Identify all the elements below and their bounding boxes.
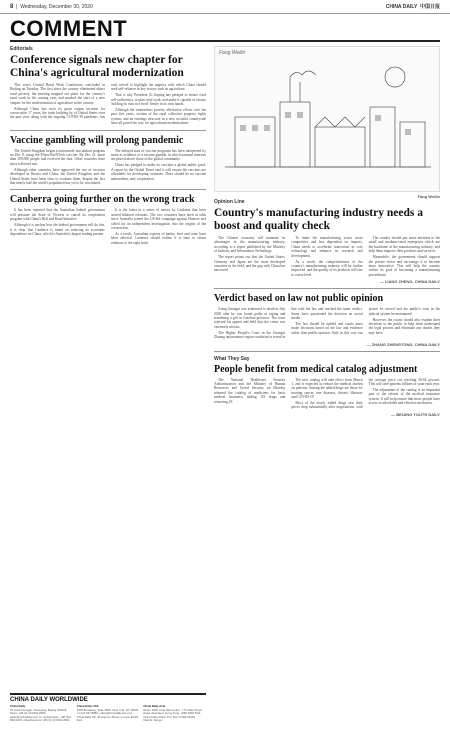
page-number: 8	[10, 3, 14, 10]
editorial-article-1	[10, 54, 206, 126]
paper-name: CHINA DAILY 中国日报	[385, 4, 440, 10]
window-shape	[252, 125, 258, 131]
footer-title: CHINA DAILY WORLDWIDE	[10, 697, 88, 703]
date: Wednesday, December 30, 2020	[20, 3, 93, 10]
page-header-bar	[0, 0, 450, 14]
opinion-headline-1: Country's manufacturing industry needs a boost and quality check	[214, 207, 423, 232]
window-shape	[285, 112, 291, 118]
opinion-headline-2: Verdict based on law not public opinion	[214, 293, 384, 305]
footer-col: China Daily USA 1500 Broadway, Suite 2800, New York, NY 10036. +1 212 537 8888. editor@chinadailyusa.com. China Daily UK: 90 Cannon Street, London EC4N 6HA	[76, 704, 139, 723]
factory-illustration	[215, 47, 440, 192]
opinion-credit-2: — ZHANG ZHENGTONG, CHINA DAILY	[366, 341, 440, 347]
opinion-column	[214, 46, 440, 417]
illustration-credit: Fang Weilin	[219, 50, 246, 56]
opinion-article-1	[214, 207, 440, 284]
editorial-body-1: This year's Central Rural Work Conference concluded in Beijing on Tuesday. The first since the country eliminated abject rural poverty, the meeting mapped out plans for the country's rural work in the coming year, and marked the start of a new chapter for the modernization of agriculture in the country. Although China has seen its grain output increase for consecutive 17 years, the trade bullying by of United States over the past year, along with the ongoing COVID-19 pandemic, has only served to highlight the urgency with which China should seek self-reliance in key sectors such as agriculture. That is why President Xi Jinping has pledged to ensure food self-sufficiency, to plan rural work, and make it capable of always 'holding its own rice bowl' firmly in its own hands. Although the tremendous poverty alleviation efforts over the past five years, victims of the rural collective property rights system, and an earnings structure in a new socialist countryside have all paved the way for agricultural modernization.	[10, 83, 206, 126]
window-shape	[264, 125, 270, 131]
columnist-name: Fang Weilin	[417, 194, 440, 199]
divider	[10, 130, 206, 131]
footer-col: China Daily Asia Room 1818, Hing Wai Centre, 7 Tin Wan Praya Road, Aberdeen, Hong Kong. +852 2518 5111. China Daily Africa: P.O. Box 27281-00100, Nairobi, Kenya	[143, 704, 202, 723]
what-they-say-label: What They Say	[214, 355, 250, 362]
window-shape	[375, 115, 381, 121]
opinion-article-3	[214, 356, 440, 417]
opinion-label: Opinion Line	[214, 199, 245, 205]
editorial-headline-1: Conference signals new chapter for China's agricultural modernization	[10, 54, 184, 79]
section-masthead	[10, 16, 440, 42]
smoke-path	[290, 71, 316, 77]
sun-shape	[385, 67, 405, 87]
opinion-article-2	[214, 293, 440, 346]
opinion-credit-3: — BEIJING YOUTH DAILY	[391, 411, 440, 417]
editorial-article-3	[10, 194, 206, 245]
opinion-credit-1: — LIANG ZHENG, CHINA DAILY	[379, 279, 440, 285]
opinion-headline-3: People benefit from medical catalog adjustment	[214, 363, 418, 375]
building-shape	[370, 107, 395, 167]
editorial-headline-2: Vaccine gambling will prolong pandemic	[10, 134, 184, 146]
opinion-body-1: The Chinese economy will maintain its advantages in the manufacturing industry, according to a report published by the Ministry of Industry and Information Technology. The report points out that the United States, Germany and Japan are the most developed countries in the field, and the gap with China has narrowed. To make the manufacturing sector more competitive and less dependent on imports, China needs to accelerate innovation in core technology and enhance its research and development. As a result, the competitiveness of the country's manufacturing industry will be further improved, and the quality of its products will rise to a new level. The country should pay more attention to the small and medium-sized enterprises which are the backbone of the manufacturing industry, and help them improve their products and services. Meanwhile, the government should support the private sector and encourage it to become more innovative. This will help the country realize its goal of becoming a manufacturing powerhouse.	[214, 236, 440, 277]
footer-columns	[10, 705, 206, 723]
section-title: COMMENT	[10, 16, 128, 41]
opinion-body-3: The National Healthcare Security Administration and the Ministry of Human Resources and Social Security on Monday released the catalog of medicines for basic medical insurance, adding 119 drugs and removing 29. The new catalog will take effect from March 1, and is expected to reduce the medical burden on patients. Among the added drugs are those for treating cancer, rare diseases, chronic illnesses and COVID-19. Most of the newly added drugs saw their prices drop substantially after negotiations, with the average price cut reaching 50.64 percent. This will save patients billions of yuan each year. The adjustment of the catalog is an important part of the reform of the medical insurance system. It will help ensure that more people have access to affordable and effective medicines.	[214, 377, 440, 410]
roof-path	[315, 117, 365, 127]
editorial-body-3: It has been reported that the Australian federal government will pressure the State of Victoria to cancel its cooperation program with China's Belt and Road Initiative. Although it is unclear how the federal government will do this, it is clear that Canberra is intent on reducing its economic dependence on China, which is Australia's largest trading partner. It is the latest in a series of moves by Canberra that have soured bilateral relations. The two countries have been at odds since Australia joined the US-led campaign against Huawei and called for an independent investigation into the origins of the coronavirus. As a result, Australian exports of barley, beef and wine have been affected. Canberra should realize it is time to return relations to the right track.	[10, 208, 206, 245]
editorial-headline-3: Canberra going further on the wrong track	[10, 194, 195, 206]
window-shape	[240, 125, 246, 131]
footer	[10, 693, 206, 743]
editorials-label: Editorials	[10, 46, 33, 52]
opinion-body-2: Xiang Guangxi was sentenced to death in July 2020 after he was found guilty of raping and murdering a girl in Guizhou province. The court rejected his appeal and held that the crime was extremely serious. The Higher People's Court in the Guangxi Zhuang autonomous region conducted a retrial in line with the law and reached the same verdict. Some have questioned the decision on social media. The law should be upheld and courts must make decisions based on the law and evidence rather than public opinion. Only in this way can justice be served and the public's trust in the judicial system be maintained. However, the courts should also explain their decisions to the public to help them understand the legal process and eliminate any doubts they may have.	[214, 307, 440, 340]
footer-col: China Daily 15 Huixin Dongjie, Chaoyang, Beijing 100029. News: +86 (0) 10 6491-8366. editor@chinadaily.com.cn. Subscription: +86 400-699-0203. Advertisement: +86 (0) 10 6491-8631	[10, 704, 72, 723]
window-shape	[297, 112, 303, 118]
illustration	[214, 46, 440, 192]
building-shape	[315, 127, 365, 167]
divider	[214, 288, 440, 289]
building-shape	[400, 122, 425, 167]
paper-chinese-name: 中国日报	[419, 4, 440, 10]
window-shape	[405, 129, 411, 135]
editorial-article-2	[10, 135, 206, 186]
editorial-body-2: The United Kingdom began a nationwide inoculation program on Dec 8, using the Pfizer-BioNTech vaccine. By Dec 21, more than 500,000 people had received the shot. Other countries have since followed suit. Although other countries have approved the use of vaccines developed in Russia and China, the United Kingdom and the United States have been slow to evaluate them, despite the fact that nearly half the world's population has yet to be vaccinated. The delayed start of vaccine programs has been interpreted by some as evidence of a vaccine gamble, in which national interests are placed above those of the global community. China has pledged to make its vaccines a global public good. A report by the Global Times said it will ensure the vaccines are affordable for developing countries. There should be no vaccine nationalism, only cooperation.	[10, 148, 206, 185]
divider	[10, 189, 206, 190]
page-info: 8 | Wednesday, December 30, 2020	[10, 3, 93, 10]
building-shape	[280, 102, 310, 167]
building-shape	[235, 117, 275, 167]
editorials-column	[10, 46, 206, 245]
divider	[214, 351, 440, 352]
